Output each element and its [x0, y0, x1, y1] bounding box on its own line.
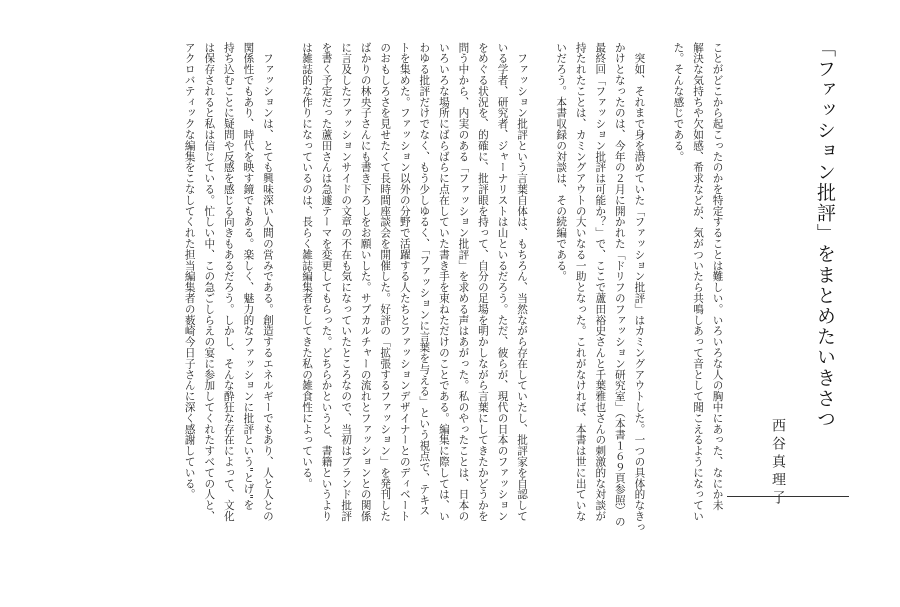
text-column: 問う中から、内実のある「ファッション批評」を求める声はあがった。私のやったことは、日本の: [457, 42, 470, 522]
text-column: ことがどこから起こったのかを特定することは難しい。いろいろな人の胸中にあった、なにか未: [711, 42, 724, 511]
text-column: 関係性でもあり、時代を映す鏡でもある。楽しく、魅力的なファッションに批評という"とげ"を: [242, 42, 255, 511]
text-column: いる学者、研究者、ジャーナリストは山といるだろう。ただ、彼らが、現代の日本のファッション: [496, 42, 509, 522]
text-column: ばかりの林央子さんにも書き下ろしをお願いした。サブカルチャーの流れとファッションとの関係: [359, 42, 372, 522]
text-column: アクロバティックな編集をこなしてくれた担当編集者の薮崎今日子さんに深く感謝している。: [183, 42, 196, 500]
text-column: 最終回「ファッション批評は可能か？」で、ここで蘆田裕史さんと千葉雅也さんの刺激的な対談が: [594, 42, 607, 522]
text-column: いろいろな場所にばらばらに点在していた書き手を束ねただけのことである。編集に際しては、い: [437, 42, 450, 522]
text-column: を書く予定だった蘆田さんは急遽テーマを変更してもらった。どちらかというと、書籍というより: [320, 42, 333, 522]
text-column: 解決な気持ちや欠如感、希求などが、気がついたら共鳴しあって音として聞こえるようになってい: [692, 42, 705, 522]
text-column: ファッションは、とても興味深い人間の営みである。創造するエネルギーでもあり、人と人との: [261, 42, 274, 522]
text-column: は保存されると私は信じている。忙しい中、この急ごしらえの宴に参加してくれたすべての人と、: [203, 42, 216, 522]
text-column: 持たれたことは、カミングアウトの大いなる一助となった。これがなければ、本書は世に出ていな: [574, 42, 587, 522]
text-column: ファッション批評という言葉自体は、もちろん、当然ながら存在していたし、批評家を自認して: [516, 42, 529, 522]
text-column: のおもしろさを見せたくて長時間座談会を開催した。好評の「拡張するファッション」を発刊した: [379, 42, 392, 522]
text-column: 持ち込むことに疑問や反感を感じる向きもあるだろう。しかし、そんな酔狂な存在によって、文化: [222, 42, 235, 522]
text-column: に言及したファッションサイドの文章の不在も気になっていたところなので、当初はブランド批評: [340, 42, 353, 522]
text-column: いだろう。本書収録の対談は、その続編である。: [555, 42, 568, 282]
text-column: かけとなったのは、今年の２月に開かれた「ドリフのファッション研究室」（本書１６９頁参照）の: [613, 42, 626, 528]
text-column: トを集めた。ファッション以外の分野で活躍する人たちとファッションデザイナーとのディベート: [398, 42, 411, 522]
text-column: をめぐる状況を、的確に、批評眼を持って、自分の足場を明かしながら言葉にしてきたかどうかを: [476, 42, 489, 522]
text-column: は雑誌的な作りになっているのは、長らく雑誌編集者をしてきた私の雑食性によっている。: [301, 42, 314, 489]
text-column: 突如、それまで身を潜めていた「ファッション批評」はカミングアウトした。一つの具体的なきっ: [633, 42, 646, 533]
author-rule: [727, 496, 849, 497]
author-name: 西谷真理子: [770, 418, 786, 508]
page-title: 「ファッション批評」をまとめたいきさつ: [814, 38, 836, 430]
text-column: わゆる批評だけでなく、もう少しゆるく、「ファッションに言葉を与える」という視点で、テキス: [418, 42, 431, 517]
text-column: た。そんな感じである。: [672, 42, 685, 162]
